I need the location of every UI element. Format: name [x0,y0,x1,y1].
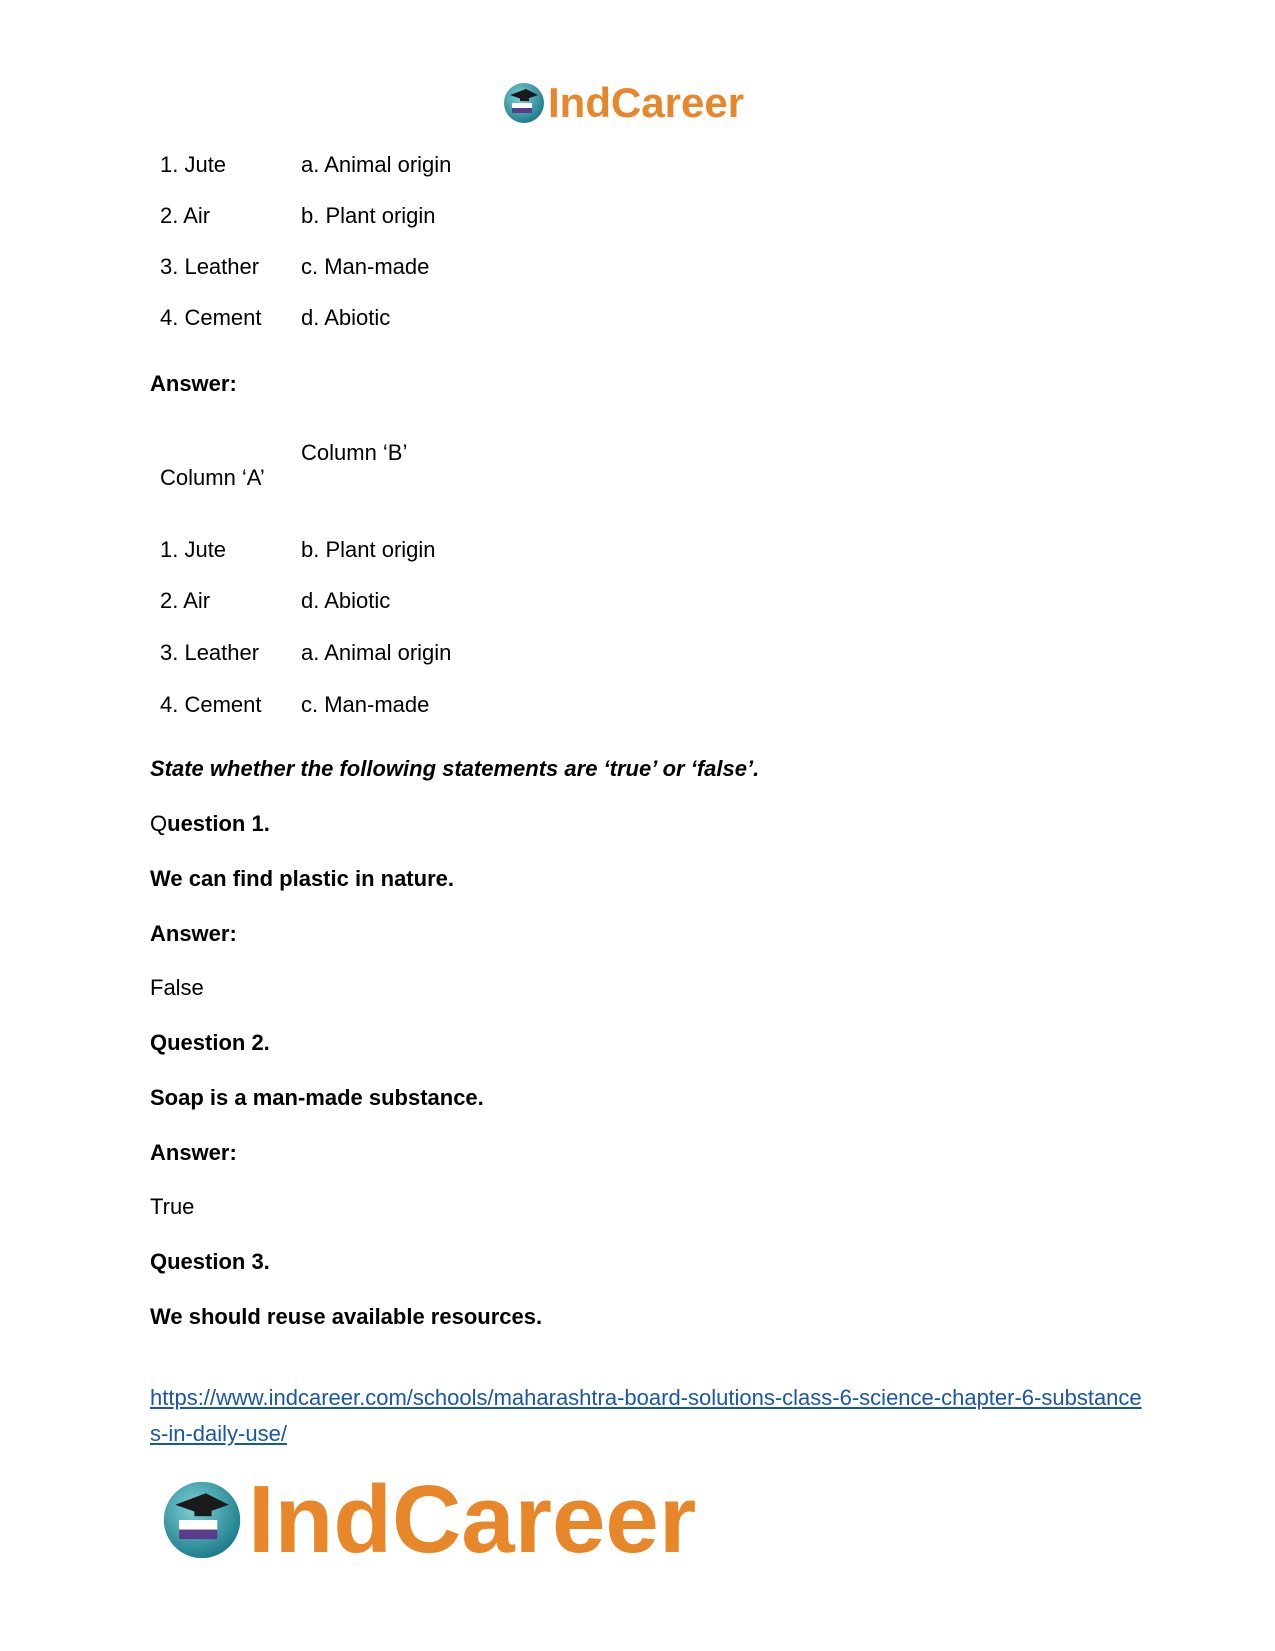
question-1-answer-label: Answer: [150,921,237,946]
question-1-label-rest: uestion 1. [167,811,270,836]
answer-row-3-col-b: a. Animal origin [301,640,452,665]
logo-bottom [160,1465,696,1575]
answer-header-col-a: Column ‘A’ [160,465,265,490]
logo-globe-icon [160,1478,244,1562]
question-2-answer: True [150,1194,195,1219]
answer-label-match: Answer: [150,371,237,396]
question-row-2-col-a: 2. Air [160,203,211,228]
question-2-statement: Soap is a man-made substance. [150,1085,484,1110]
logo-globe-icon [502,81,546,125]
answer-row-3-col-a: 3. Leather [160,640,260,665]
logo-text: IndCareer [248,1466,697,1573]
question-row-1-col-a: 1. Jute [160,152,227,177]
question-3-label: Question 3. [150,1249,270,1274]
question-row-3-col-a: 3. Leather [160,254,260,279]
question-row-3-col-b: c. Man-made [301,254,430,279]
logo-top [502,78,744,128]
question-2-answer-label: Answer: [150,1140,237,1165]
answer-row-2-col-a: 2. Air [160,588,211,613]
question-1-label [150,811,270,837]
answer-header-col-b: Column ‘B’ [301,440,408,465]
question-1-statement: We can find plastic in nature. [150,866,454,891]
answer-row-1-col-a: 1. Jute [160,537,227,562]
logo-text: IndCareer [548,79,745,126]
question-1-answer: False [150,975,204,1000]
answer-row-2-col-b: d. Abiotic [301,588,391,613]
section-heading: State whether the following statements are ‘true’ or ‘false’. [150,756,760,781]
question-row-1-col-b: a. Animal origin [301,152,452,177]
question-2-label: Question 2. [150,1030,270,1055]
question-row-4-col-b: d. Abiotic [301,305,391,330]
question-1-label-prefix: Q [150,811,168,836]
question-row-4-col-a: 4. Cement [160,305,262,330]
question-3-statement: We should reuse available resources. [150,1304,543,1329]
answer-row-4-col-a: 4. Cement [160,692,262,717]
question-row-2-col-b: b. Plant origin [301,203,436,228]
answer-row-1-col-b: b. Plant origin [301,537,436,562]
source-link[interactable]: https://www.indcareer.com/schools/maharashtra-board-solutions-class-6-science-chapter-6-substances-in-daily-use/ [150,1385,1142,1446]
answer-row-4-col-b: c. Man-made [301,692,430,717]
